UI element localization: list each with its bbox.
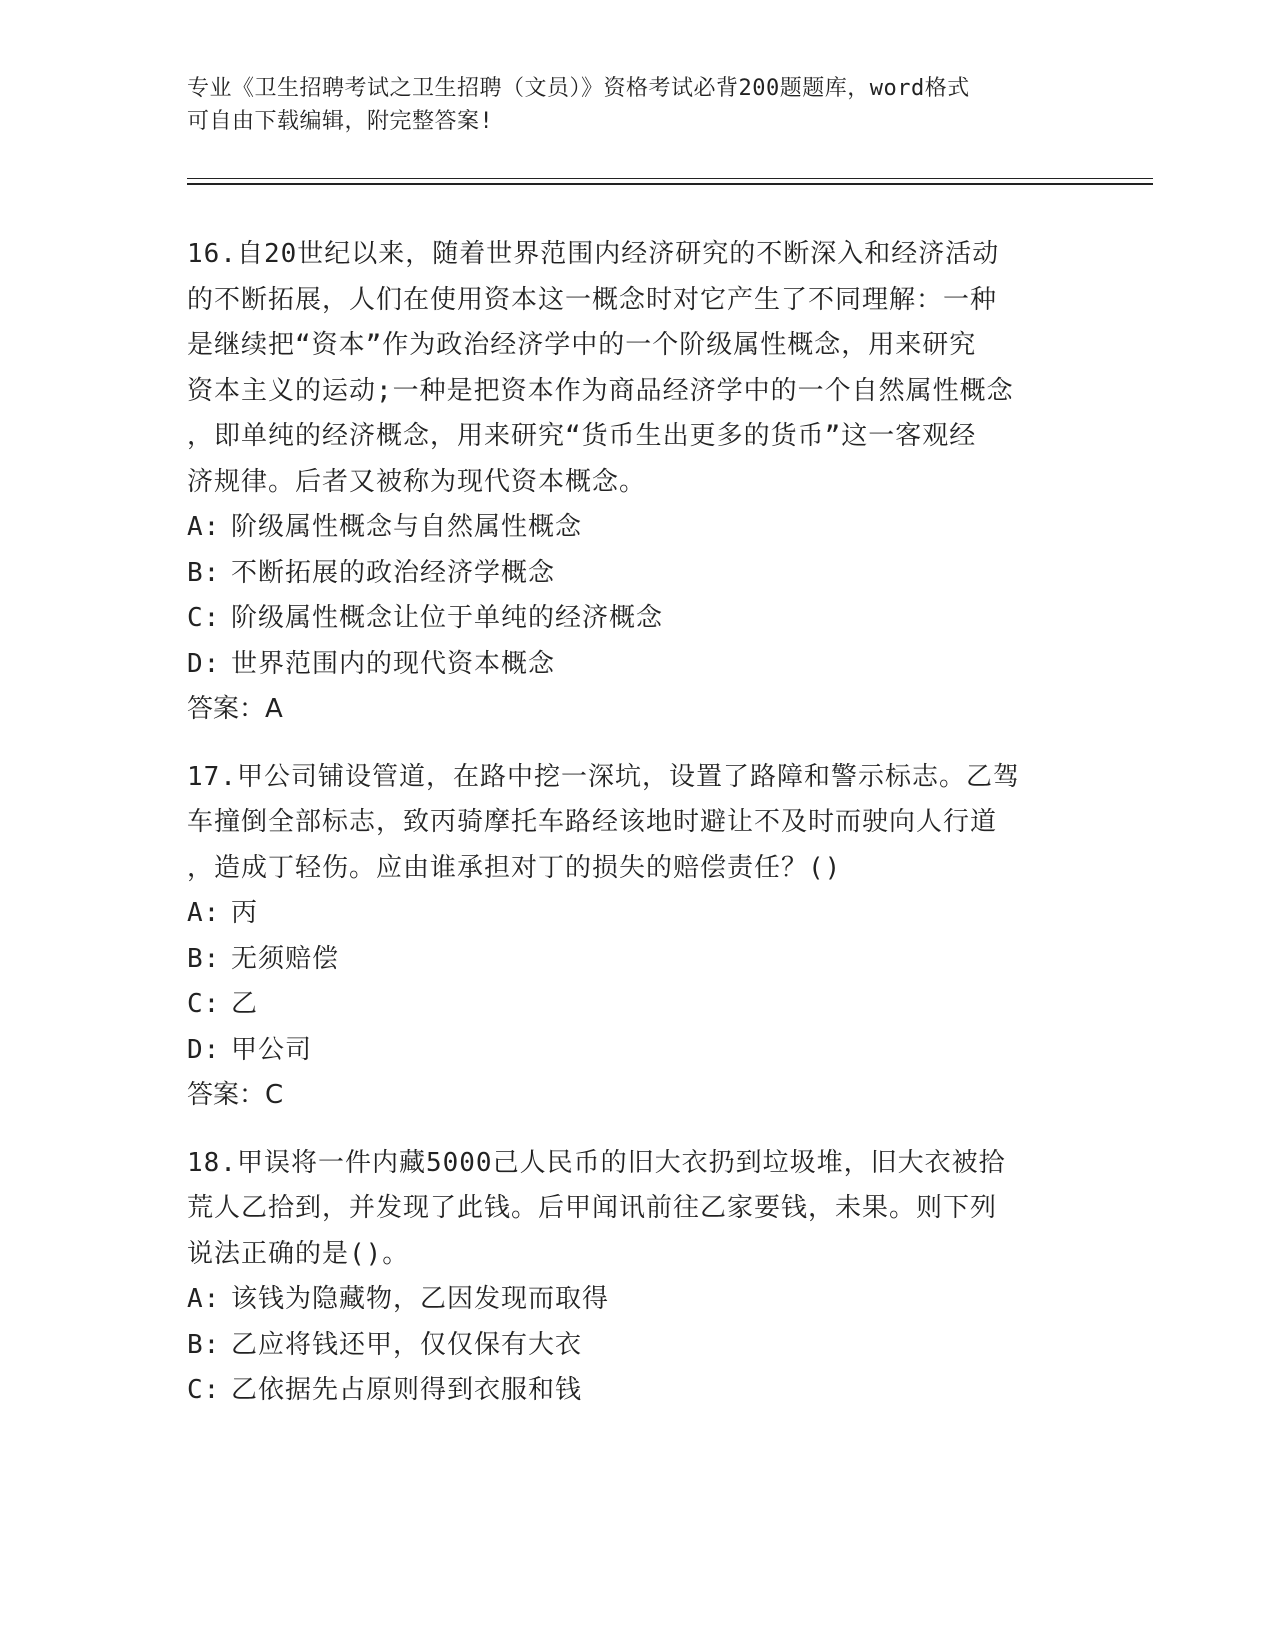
option-a [187,505,1087,551]
question-16 [187,232,1087,733]
header-divider-bottom [187,183,1153,185]
question-line: ，造成丁轻伤。应由谁承担对丁的损失的赔偿责任？() [187,852,842,883]
answer-16: 答案：A [187,694,283,724]
question-line: 济规律。后者又被称为现代资本概念。 [187,466,647,497]
option-b [187,551,1087,597]
option-c [187,1368,1087,1414]
option-a [187,1277,1087,1323]
question-16-text [187,232,1087,505]
question-line: 17.甲公司铺设管道，在路中挖一深坑，设置了路障和警示标志。乙驾 [187,761,1020,792]
option-c [187,982,1087,1028]
option-b [187,937,1087,983]
question-line: 荒人乙拾到，并发现了此钱。后甲闻讯前往乙家要钱，未果。则下列 [187,1193,998,1223]
question-18 [187,1141,1087,1414]
header-divider-top [187,178,1153,179]
option-text: 甲公司 [231,1034,313,1065]
option-letter: C: [187,603,221,633]
header-line-2: 可自由下载编辑，附完整答案! [187,109,494,134]
option-text: 乙应将钱还甲，仅仅保有大衣 [231,1329,583,1360]
question-line: 说法正确的是()。 [187,1238,410,1269]
option-letter: A: [187,512,221,542]
question-line: ，即单纯的经济概念，用来研究“货币生出更多的货币”这一客观经 [187,421,977,451]
question-line: 16.自20世纪以来，随着世界范围内经济研究的不断深入和经济活动 [187,239,1000,269]
option-letter: D: [187,1034,221,1065]
option-text: 阶级属性概念让位于单纯的经济概念 [231,603,664,633]
option-letter: B: [187,943,221,974]
option-text: 乙 [231,989,259,1019]
option-text: 无须赔偿 [231,943,340,974]
question-line: 车撞倒全部标志，致丙骑摩托车路经该地时避让不及时而驶向人行道 [187,807,998,837]
question-line: 是继续把“资本”作为政治经济学中的一个阶级属性概念，用来研究 [187,330,977,360]
answer-17: 答案：C [187,1080,284,1110]
option-text: 丙 [231,898,259,928]
option-b [187,1323,1087,1369]
option-letter: D: [187,648,221,679]
header-line-1: 专业《卫生招聘考试之卫生招聘（文员）》资格考试必背200题题库，word格式 [187,76,970,101]
option-d [187,1028,1087,1074]
question-17 [187,755,1087,1119]
option-d [187,642,1087,688]
question-line: 18.甲误将一件内藏5000己人民币的旧大衣扔到垃圾堆，旧大衣被拾 [187,1147,1006,1178]
option-letter: B: [187,557,221,588]
option-text: 不断拓展的政治经济学概念 [231,557,556,588]
option-text: 乙依据先占原则得到衣服和钱 [231,1375,583,1405]
question-line: 资本主义的运动;一种是把资本作为商品经济学中的一个自然属性概念 [187,375,1014,406]
document-header [187,72,1087,138]
option-text: 该钱为隐藏物，乙因发现而取得 [231,1284,610,1314]
option-c [187,596,1087,642]
option-letter: A: [187,1284,221,1314]
option-a [187,891,1087,937]
question-17-text [187,755,1087,892]
option-text: 世界范围内的现代资本概念 [231,648,556,679]
option-text: 阶级属性概念与自然属性概念 [231,512,583,542]
option-letter: A: [187,898,221,928]
question-line: 的不断拓展，人们在使用资本这一概念时对它产生了不同理解：一种 [187,284,998,315]
question-list [187,232,1087,1436]
question-18-text [187,1141,1087,1278]
option-letter: C: [187,1375,221,1405]
option-letter: B: [187,1329,221,1360]
option-letter: C: [187,989,221,1019]
